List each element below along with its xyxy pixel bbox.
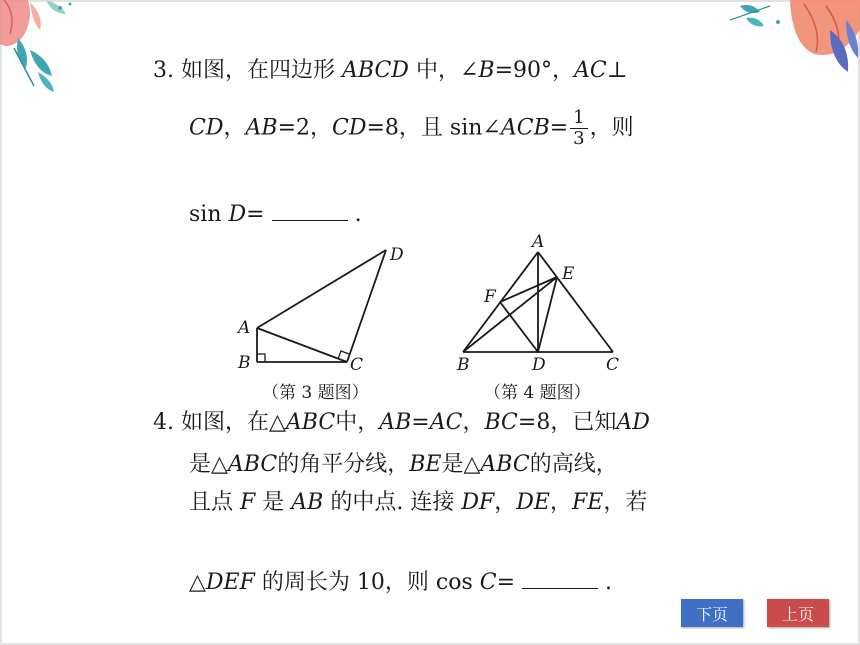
fig3-label-d: D: [390, 245, 404, 265]
problem4-line1: 4. 如图，在△ABC中，AB=AC，BC=8，已知AD: [153, 410, 650, 435]
problem3-line1: 3. 如图，在四边形 ABCD 中，∠B=90°，AC⊥: [153, 58, 628, 83]
problem3-line2: CD，AB=2，CD=8，且 sin∠ACB= $\frac{1}{3}$ ，则: [189, 107, 634, 149]
fig3-label-b: B: [238, 353, 251, 373]
previous-page-button[interactable]: 上页: [767, 599, 829, 627]
fig4-label-e: E: [562, 264, 575, 284]
problem4-line4: △DEF 的周长为 10，则 cos C= .: [189, 542, 612, 598]
fraction-one-third: $\frac{1}{3}$: [570, 108, 587, 149]
floral-decoration-right-icon: [730, 0, 860, 95]
fig3-label-a: A: [238, 318, 251, 338]
problem3-line3: sin D= .: [189, 178, 362, 230]
fig3-label-c: C: [350, 355, 364, 375]
figure3-caption: （第 3 题图）: [262, 383, 369, 403]
answer-blank-4[interactable]: [522, 542, 598, 589]
fig4-label-d: D: [532, 355, 546, 375]
fig4-label-c: C: [606, 355, 620, 375]
problem3-number: 3.: [153, 58, 174, 83]
fig4-label-a: A: [532, 232, 545, 252]
figure4-diagram: [450, 230, 630, 375]
problem4-line3: 且点 F 是 AB 的中点. 连接 DF，DE，FE，若: [189, 490, 648, 515]
problem4-number: 4.: [153, 410, 174, 435]
problem4-line2: 是△ABC的角平分线，BE是△ABC的高线，: [189, 452, 618, 477]
figure4-caption: （第 4 题图）: [484, 383, 591, 403]
fig4-label-f: F: [484, 287, 496, 307]
figure3-diagram: [230, 240, 430, 375]
floral-decoration-left-icon: [0, 0, 90, 95]
answer-blank-3[interactable]: [272, 178, 348, 221]
fig4-label-b: B: [457, 355, 470, 375]
next-page-button[interactable]: 下页: [681, 599, 743, 627]
